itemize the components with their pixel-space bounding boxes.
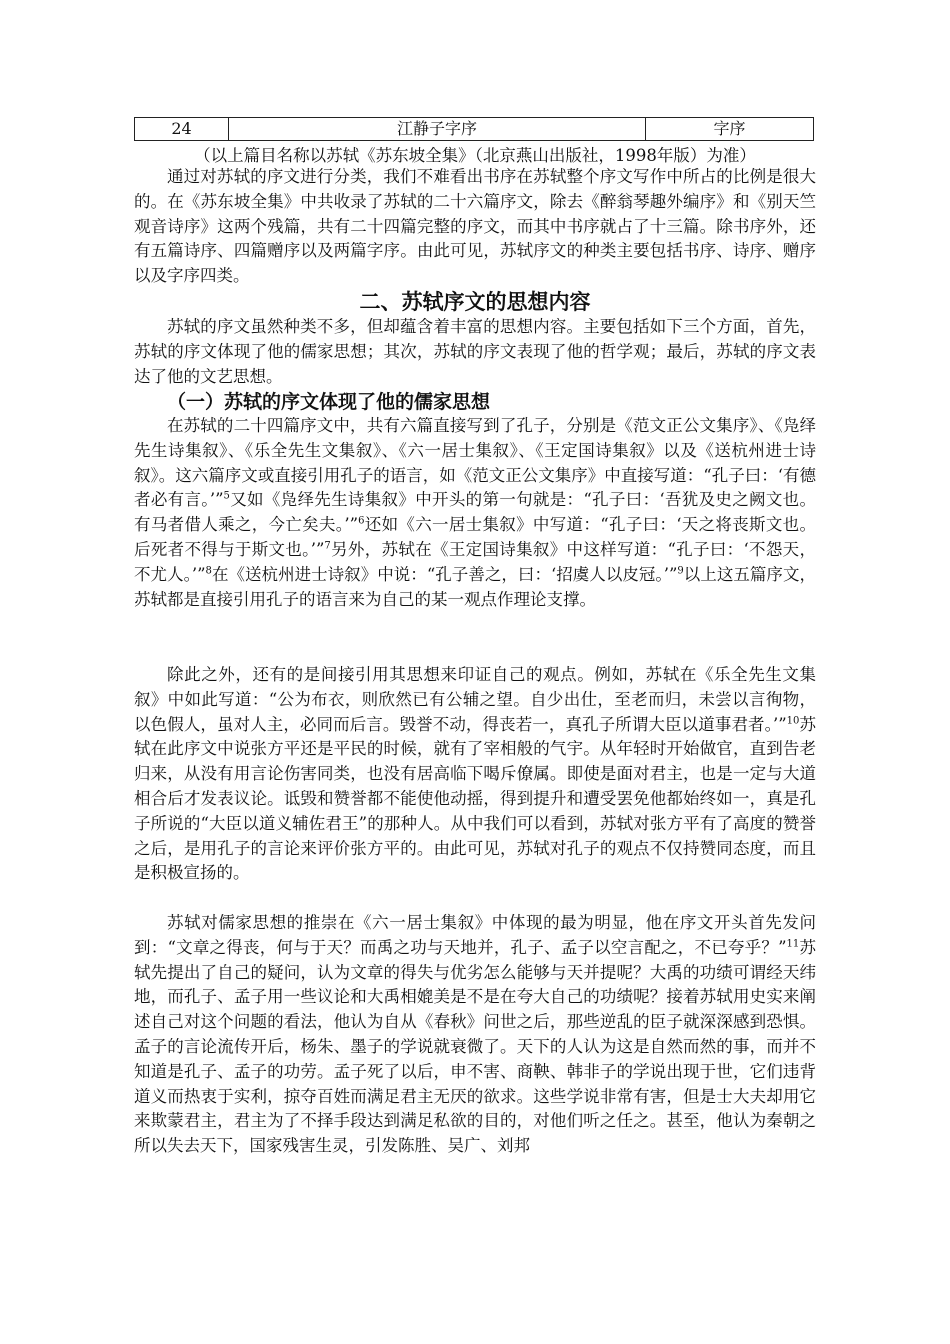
text-run: 苏轼先提出了自己的疑问，认为文章的得失与优劣怎么能够与天并提呢？大禹的功绩可谓经天纬地，而孔子、孟子用一些议论和大禹相媲美是不是在夸大自己的功绩呢？接着苏轼用史实来阐述自己对这个问题的看法，他认为自从《春秋》问世之后，那些逆乱的臣子就深深感到恐惧。孟子的言论流传开后，杨朱、墨子的学说就衰微了。天下的人认为这是自然而然的事，而并不知道是孔子、孟子的功劳。孟子死了以后，申不害、商鞅、韩非子的学说出现于世，它们违背道义而热衷于实利，掠夺百姓而满足君主无厌的欲求。这些学说非常有害，但是士大夫却用它来欺蒙君主，君主为了不择手段达到满足私欲的目的，对他们听之任之。甚至，他认为秦朝之所以失去天下，国家残害生灵，引发陈胜、吴广、刘邦 <box>134 937 817 1156</box>
source-note: （以上篇目名称以苏轼《苏东坡全集》（北京燕山出版社，1998年版）为准） <box>194 146 756 165</box>
footnote-ref[interactable]: 7 <box>324 540 331 552</box>
text-run: 还如《六一居士集叙》中写道：“孔子曰：‘天之将丧斯文也。后死者不得与于斯文也。’” <box>134 515 816 559</box>
table-cell-title: 江静子字序 <box>229 118 646 141</box>
text-run: 苏轼对儒家思想的推崇在《六一居士集叙》中体现的最为明显，他在序文开头首先发问到：“文章之得丧，何与于天？而禹之功与天地并，孔子、孟子以空言配之，不已夸乎？” <box>134 913 816 957</box>
table-cell-number: 24 <box>135 118 229 141</box>
paragraph-confucius-quotes <box>134 414 816 612</box>
table-cell-type: 字序 <box>646 118 814 141</box>
footnote-ref[interactable]: 5 <box>223 490 230 502</box>
text-run: 另外，苏轼在《王定国诗集叙》中这样写道：“孔子曰：‘不怨天，不尤人。’” <box>134 539 816 584</box>
text-run: 以上这五篇序文，苏轼都是直接引用孔子的语言来为自己的某一观点作理论支撑。 <box>134 564 816 609</box>
footnote-ref[interactable]: 11 <box>786 938 800 950</box>
paragraph-intro: 苏轼的序文虽然种类不多，但却蕴含着丰富的思想内容。主要包括如下三个方面，首先，苏轼的序文体现了他的儒家思想；其次，苏轼的序文表现了他的哲学观；最后，苏轼的序文表达了他的文艺思想。 <box>134 317 816 386</box>
footnote-ref[interactable]: 6 <box>358 515 365 527</box>
text-run: 除此之外，还有的是间接引用其思想来印证自己的观点。例如，苏轼在《乐全先生文集叙》中如此写道：“公为布衣，则欣然已有公辅之望。自少出仕，至老而归，未尝以言徇物，以色假人，虽对人主，必同而后言。毁誉不动，得丧若一，真孔子所谓大臣以道事君者。’” <box>134 665 816 734</box>
section-heading: 二、苏轼序文的思想内容 <box>359 289 591 314</box>
paragraph-liuyi-preface <box>134 911 816 1159</box>
paragraph-indirect-quotes <box>134 663 816 886</box>
text-run: 又如《凫绎先生诗集叙》中开头的第一句就是：“孔子曰：‘吾犹及史之阙文也。有马者借人乘之，今亡矣夫。’” <box>134 490 816 535</box>
table-row <box>135 118 814 141</box>
text-run: 在苏轼的二十四篇序文中，共有六篇直接写到了孔子，分别是《范文正公文集序》、《凫绎先生诗集叙》、《乐全先生文集叙》、《六一居士集叙》、《王定国诗集叙》以及《送杭州进士诗叙》。这六篇序文或直接引用孔子的语言，如《范文正公文集序》中直接写道：“孔子曰：‘有德者必有言。’” <box>134 416 816 510</box>
footnote-ref[interactable]: 9 <box>677 565 684 577</box>
catalog-table <box>134 117 814 141</box>
footnote-ref[interactable]: 10 <box>786 715 800 727</box>
paragraph-classification: 通过对苏轼的序文进行分类，我们不难看出书序在苏轼整个序文写作中所占的比例是很大的。在《苏东坡全集》中共收录了苏轼的二十六篇序文，除去《醉翁琴趣外编序》和《别天竺观音诗序》这两个残篇，共有二十四篇完整的序文，而其中书序就占了十三篇。除书序外，还有五篇诗序、四篇赠序以及两篇字序。由此可见，苏轼序文的种类主要包括书序、诗序、赠序以及字序四类。 <box>134 167 816 286</box>
text-run: 苏轼在此序文中说张方平还是平民的时候，就有了宰相般的气宇。从年轻时开始做官，直到告老归来，从没有用言论伤害同类，也没有居高临下喝斥僚属。即使是面对君主，也是一定与大道相合后才发表议论。诋毁和赞誉都不能使他动摇，得到提升和遭受罢免他都始终如一，真是孔子所说的“大臣以道义辅佐君王”的那种人。从中我们可以看到，苏轼对张方平有了高度的赞誉之后，是用孔子的言论来评价张方平的。由此可见，苏轼对孔子的观点不仅持赞同态度，而且是积极宣扬的。 <box>134 714 817 883</box>
footnote-ref[interactable]: 8 <box>205 565 212 577</box>
subsection-heading: （一）苏轼的序文体现了他的儒家思想 <box>167 391 491 413</box>
text-run: 在《送杭州进士诗叙》中说：“孔子善之，曰：‘招虞人以皮冠。’” <box>211 564 678 584</box>
